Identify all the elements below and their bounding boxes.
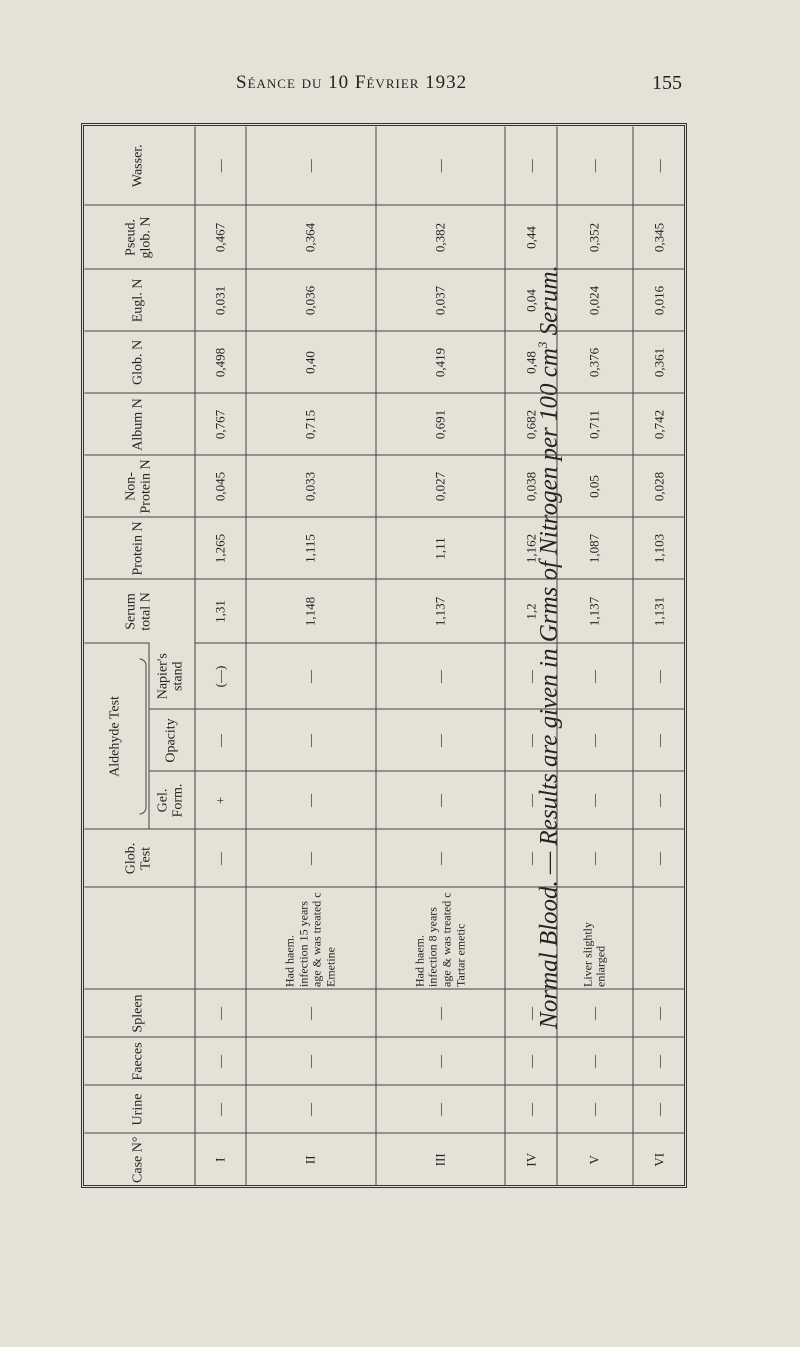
cell-non-protein-n: 0,038 [505, 455, 556, 517]
cell-spleen: — [245, 989, 375, 1037]
cell-opacity: — [375, 709, 505, 771]
cell-faeces: — [194, 1037, 245, 1085]
cell-album-n: 0,691 [375, 393, 505, 455]
cell-case: VI [633, 1133, 685, 1185]
cell-glob-test: — [633, 829, 685, 887]
cell-notes [633, 887, 685, 989]
header-non-protein-n: Non-Protein N [84, 455, 194, 517]
cell-gel-form: — [556, 771, 632, 829]
cell-spleen: — [194, 989, 245, 1037]
cell-non-protein-n: 0,033 [245, 455, 375, 517]
cell-wasser: — [505, 126, 556, 205]
cell-protein-n: 1,162 [505, 517, 556, 579]
cell-urine: — [556, 1085, 632, 1133]
header-glob-test: Glob. Test [84, 829, 194, 887]
cell-wasser: — [650, 158, 666, 172]
cell-napiers-stand: (—) [194, 643, 245, 709]
cell-glob-n: 0,376 [556, 331, 632, 393]
header-serum-total-n: Serum total N [84, 579, 194, 643]
table-body [194, 126, 684, 1185]
cell-glob-n: 0,40 [245, 331, 375, 393]
cell-album-n: 0,742 [633, 393, 685, 455]
results-table-frame [81, 123, 687, 1188]
cell-opacity: — [245, 709, 375, 771]
header-urine: Urine [84, 1085, 194, 1133]
cell-glob-n: 0,48 [505, 331, 556, 393]
cell-non-protein-n: 0,028 [633, 455, 685, 517]
cell-notes [194, 887, 245, 989]
cell-napiers-stand: — [245, 643, 375, 709]
cell-spleen: — [505, 989, 556, 1037]
cell-urine: — [375, 1085, 505, 1133]
cell-wasser: — [556, 126, 632, 205]
cell-glob-test: — [194, 829, 245, 887]
cell-napiers-stand: — [556, 643, 632, 709]
cell-eugl-n: 0,036 [245, 269, 375, 331]
cell-opacity: — [633, 709, 685, 771]
header-album-n: Album N [84, 393, 194, 455]
header-protein-n: Protein N [84, 517, 194, 579]
cell-faeces: — [245, 1037, 375, 1085]
cell-faeces: — [633, 1037, 685, 1085]
header-napiers-stand: Napier's stand [148, 643, 194, 709]
cell-opacity: — [556, 709, 632, 771]
cell-case: II [245, 1133, 375, 1185]
cell-non-protein-n: 0,027 [375, 455, 505, 517]
table-row [633, 126, 685, 1185]
cell-glob-n: 0,498 [194, 331, 245, 393]
header-gel-form: Gel. Form. [148, 771, 194, 829]
cell-pseud-glob-n: 0,382 [375, 205, 505, 269]
cell-pseud-glob-n: 0,44 [505, 205, 556, 269]
cell-opacity: — [194, 709, 245, 771]
header-eugl-n: Eugl. N [84, 269, 194, 331]
cell-urine: — [194, 1085, 245, 1133]
cell-eugl-n: 0,04 [505, 269, 556, 331]
caption-suffix: Serum. [535, 265, 563, 342]
cell-faeces: — [505, 1037, 556, 1085]
cell-notes: Had haem. infection 8 years age & was treated c Tartar emetic [375, 887, 505, 989]
header-glob-n: Glob. N [84, 331, 194, 393]
cell-gel-form: + [194, 771, 245, 829]
cell-glob-n: 0,361 [633, 331, 685, 393]
cell-protein-n: 1,11 [375, 517, 505, 579]
cell-case: I [194, 1133, 245, 1185]
cell-glob-test: — [556, 829, 632, 887]
cell-spleen: — [633, 989, 685, 1037]
cell-case: III [375, 1133, 505, 1185]
cell-eugl-n: 0,016 [633, 269, 685, 331]
cell-notes: Liver slightly enlarged [556, 887, 632, 989]
table-row [375, 126, 505, 1185]
header-case: Case N° [84, 1133, 194, 1185]
cell-non-protein-n: 0,05 [556, 455, 632, 517]
cell-eugl-n: 0,037 [375, 269, 505, 331]
cell-wasser: — [375, 126, 505, 205]
table-row [505, 126, 556, 1185]
cell-album-n: 0,715 [245, 393, 375, 455]
header-notes [84, 887, 194, 989]
cell-spleen: — [556, 989, 632, 1037]
cell-gel-form: — [375, 771, 505, 829]
header-spleen: Spleen [84, 989, 194, 1037]
page-number: 155 [652, 72, 682, 94]
cell-napiers-stand: — [375, 643, 505, 709]
cell-napiers-stand: — [505, 643, 556, 709]
header-opacity: Opacity [148, 709, 194, 771]
cell-album-n: 0,767 [194, 393, 245, 455]
caption-superscript: 3 [535, 341, 550, 349]
cell-gel-form: — [633, 771, 685, 829]
cell-urine: — [505, 1085, 556, 1133]
cell-eugl-n: 0,024 [556, 269, 632, 331]
cell-album-n: 0,711 [556, 393, 632, 455]
cell-glob-n: 0,419 [375, 331, 505, 393]
header-pseud-glob-n: Pseud. glob. N [84, 205, 194, 269]
cell-opacity: — [505, 709, 556, 771]
cell-gel-form: — [505, 771, 556, 829]
cell-pseud-glob-n: 0,467 [194, 205, 245, 269]
cell-urine: — [633, 1085, 685, 1133]
cell-glob-test: — [375, 829, 505, 887]
cell-glob-test: — [245, 829, 375, 887]
cell-napiers-stand: — [633, 643, 685, 709]
cell-glob-test: — [505, 829, 556, 887]
cell-non-protein-n: 0,045 [194, 455, 245, 517]
cell-serum-total-n: 1,31 [194, 579, 245, 643]
cell-pseud-glob-n: 0,345 [633, 205, 685, 269]
running-head: Séance du 10 Février 1932 [236, 72, 468, 93]
cell-wasser: — [245, 126, 375, 205]
cell-eugl-n: 0,031 [194, 269, 245, 331]
cell-wasser: — [194, 126, 245, 205]
cell-protein-n: 1,087 [556, 517, 632, 579]
cell-protein-n: 1,265 [194, 517, 245, 579]
cell-pseud-glob-n: 0,364 [245, 205, 375, 269]
cell-case: V [556, 1133, 632, 1185]
table-row [556, 126, 632, 1185]
cell-faeces: — [375, 1037, 505, 1085]
header-aldehyde-test: Aldehyde Test [84, 643, 148, 829]
results-table [84, 126, 684, 1185]
cell-serum-total-n: 1,137 [375, 579, 505, 643]
cell-protein-n: 1,103 [633, 517, 685, 579]
cell-notes [505, 887, 556, 989]
cell-urine: — [245, 1085, 375, 1133]
cell-serum-total-n: 1,2 [505, 579, 556, 643]
cell-protein-n: 1,115 [245, 517, 375, 579]
cell-notes: Had haem. infection 15 years age & was treated c Emetine [245, 887, 375, 989]
header-wasser: Wasser. [84, 126, 194, 205]
cell-album-n: 0,682 [505, 393, 556, 455]
table-row [194, 126, 245, 1185]
cell-case: IV [505, 1133, 556, 1185]
table-row [245, 126, 375, 1185]
header-faeces: Faeces [84, 1037, 194, 1085]
caption-text: Normal Blood. — Results are given in Grms of Nitrogen per 100 cm [535, 348, 563, 1029]
page-header [0, 70, 800, 96]
cell-spleen: — [375, 989, 505, 1037]
cell-serum-total-n: 1,148 [245, 579, 375, 643]
cell-pseud-glob-n: 0,352 [556, 205, 632, 269]
cell-faeces: — [556, 1037, 632, 1085]
cell-gel-form: — [245, 771, 375, 829]
rotated-table-wrapper [84, 126, 684, 1185]
cell-serum-total-n: 1,137 [556, 579, 632, 643]
cell-serum-total-n: 1,131 [633, 579, 685, 643]
